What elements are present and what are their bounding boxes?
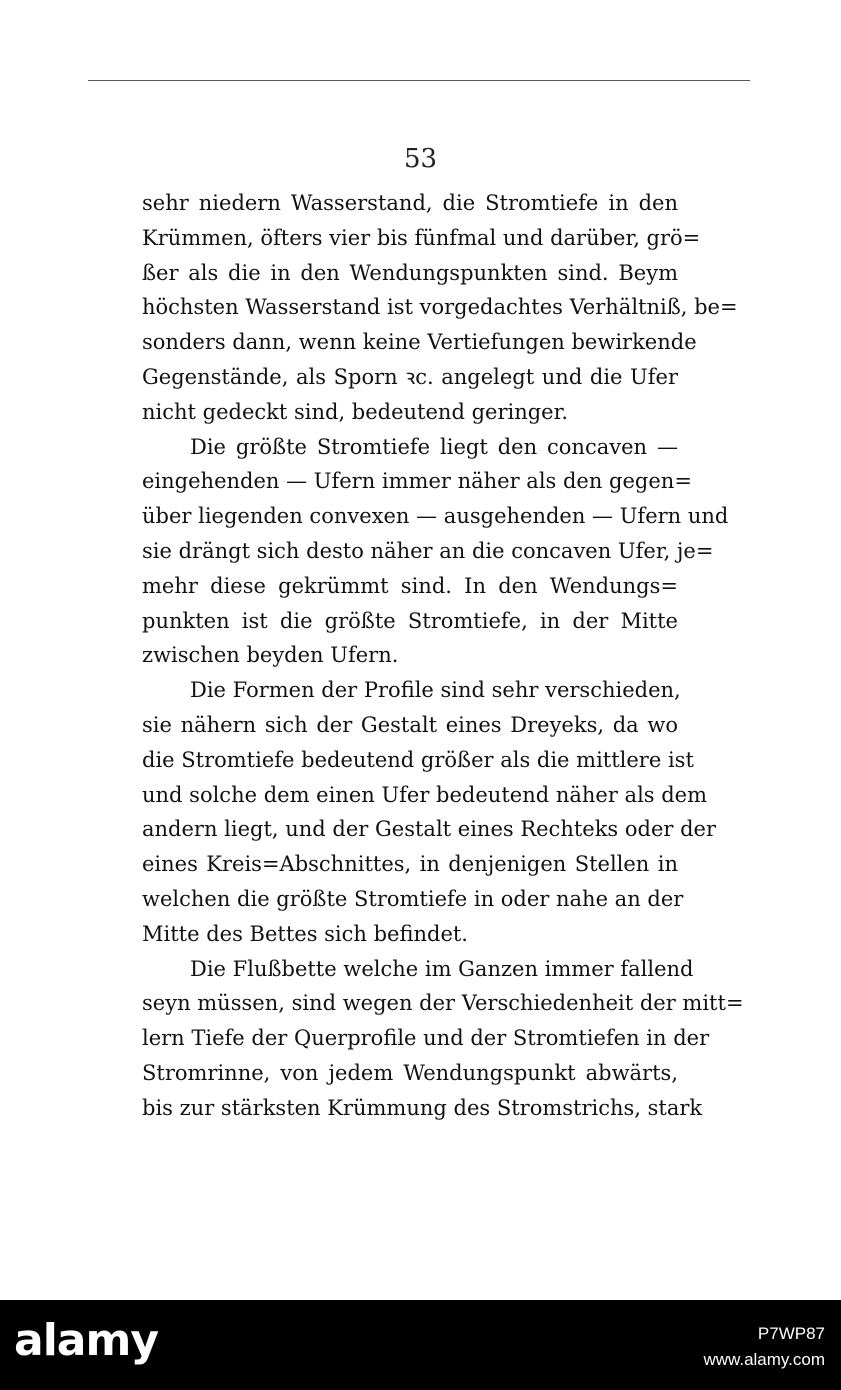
- text-line: lern Tiefe der Querprofile und der Stromtiefen in der: [142, 1026, 710, 1051]
- text-line: höchsten Wasserstand ist vorgedachtes Verhältniß, be=: [142, 295, 738, 320]
- alamy-logo: alamy: [14, 1315, 158, 1366]
- top-rule: [88, 80, 750, 81]
- text-line: zwischen beyden Ufern.: [142, 643, 399, 668]
- text-line: sehr niedern Wasserstand, die Stromtiefe in den: [142, 191, 678, 215]
- text-line: andern liegt, und der Gestalt eines Rechteks oder der: [142, 817, 717, 842]
- text-line: sie drängt sich desto näher an die concaven Ufer, je=: [142, 538, 714, 563]
- text-line: Krümmen, öfters vier bis fünfmal und darüber, grö=: [142, 225, 701, 250]
- page-number: 53: [403, 144, 438, 174]
- text-line: die Stromtiefe bedeutend größer als die mittlere ist: [142, 747, 694, 772]
- text-line: Die Flußbette welche im Ganzen immer fallend: [190, 956, 694, 981]
- paragraph-1: [142, 186, 738, 430]
- text-line: ßer als die in den Wendungspunkten sind. Beym: [142, 260, 678, 285]
- image-id: P7WP87: [757, 1324, 825, 1343]
- text-line: sie nähern sich der Gestalt eines Dreyeks, da wo: [142, 712, 678, 737]
- text-line: eingehenden — Ufern immer näher als den gegen=: [142, 469, 692, 494]
- text-line: Gegenstände, als Sporn ꝛc. angelegt und die Ufer: [142, 364, 678, 389]
- text-line: mehr diese gekrümmt sind. In den Wendungs=: [142, 573, 678, 598]
- paragraph-3: [142, 673, 717, 951]
- paragraph-2: [142, 430, 729, 674]
- text-line: über liegenden convexen — ausgehenden — Ufern und: [142, 504, 729, 529]
- text-line: nicht gedeckt sind, bedeutend geringer.: [142, 399, 568, 424]
- text-line: punkten ist die größte Stromtiefe, in der Mitte: [142, 608, 678, 633]
- text-line: eines Kreis=Abschnittes, in denjenigen Stellen in: [142, 852, 678, 877]
- body-text: [142, 186, 744, 1126]
- text-line: Die Formen der Profile sind sehr verschieden,: [190, 678, 681, 703]
- text-line: bis zur stärksten Krümmung des Stromstrichs, stark: [142, 1095, 703, 1120]
- text-line: welchen die größte Stromtiefe in oder nahe an der: [142, 886, 684, 911]
- text-line: Mitte des Bettes sich befindet.: [142, 921, 468, 946]
- text-line: und solche dem einen Ufer bedeutend näher als dem: [142, 782, 708, 807]
- text-line: seyn müssen, sind wegen der Verschiedenheit der mitt=: [142, 991, 744, 1016]
- text-line: Die größte Stromtiefe liegt den concaven —: [190, 434, 678, 459]
- website-url: www.alamy.com: [703, 1350, 825, 1369]
- text-line: sonders dann, wenn keine Vertiefungen bewirkende: [142, 330, 697, 355]
- paragraph-4: [142, 952, 744, 1126]
- text-line: Stromrinne, von jedem Wendungspunkt abwärts,: [142, 1060, 678, 1085]
